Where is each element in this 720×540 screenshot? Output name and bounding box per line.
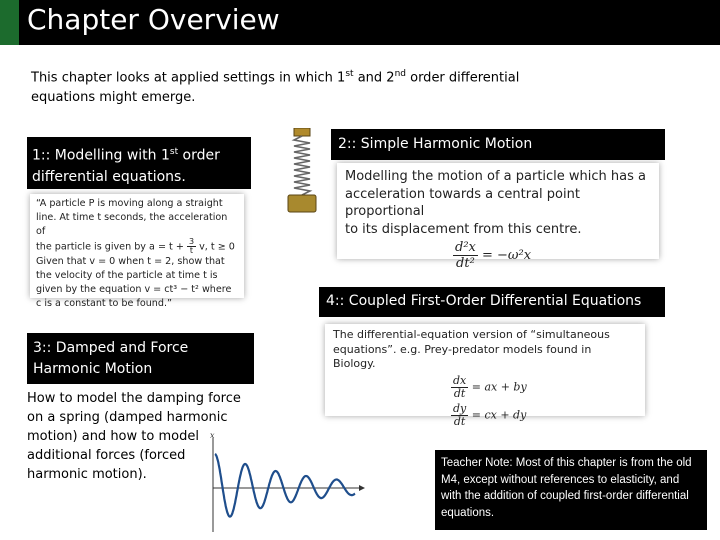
coupled-equation-1 (451, 375, 637, 400)
fraction-den: t (189, 246, 194, 256)
shm-rhs: = −ω²x (482, 248, 532, 263)
section3-title: 3:: Damped and Force Harmonic Motion (27, 333, 254, 384)
coupled-equation-2 (451, 403, 637, 428)
example-line: c is a constant to be found.” (36, 297, 172, 309)
shm-equation (453, 240, 651, 271)
spring-mass (288, 195, 316, 212)
eq2-fraction (451, 403, 468, 428)
section1-title-pre: 1:: Modelling with 1 (32, 147, 170, 164)
eq1-fraction (451, 375, 468, 400)
example-line: “A particle P is moving along a straight (36, 198, 223, 209)
intro-part3: order differential equations might emerge. (31, 70, 520, 106)
damped-curve (215, 454, 355, 517)
intro-part1: This chapter looks at applied settings in which 1 (31, 70, 346, 86)
intro-part2: and 2 (353, 70, 395, 86)
eq2-num: dy (453, 401, 467, 415)
spring-illustration (284, 128, 320, 214)
example-line: the velocity of the particle at time t is (36, 270, 218, 282)
shm-fraction (453, 240, 478, 271)
title-bar (0, 0, 720, 45)
intro-sup-nd: nd (394, 69, 406, 79)
section4-title: 4:: Coupled First-Order Differential Equations (319, 287, 665, 317)
shm-den: dt² (456, 256, 475, 271)
example-line-b: v, t ≥ 0 (199, 241, 235, 253)
section1-title-post: order differential equations. (32, 147, 220, 185)
shm-desc-line: acceleration towards a central point proportional (345, 186, 580, 219)
eq1-rhs: = ax + by (471, 380, 527, 393)
shm-desc-line: to its displacement from this centre. (345, 221, 582, 237)
eq1-den: dt (453, 386, 466, 400)
section1-title-sup: st (169, 147, 179, 157)
example-line-a: the particle is given by a = t + (36, 241, 184, 253)
section1-title (27, 137, 251, 189)
section2-title: 2:: Simple Harmonic Motion (331, 129, 665, 160)
example-line: given by the equation v = ct³ − t² where (36, 283, 232, 295)
example-line: line. At time t seconds, the acceleration of (36, 211, 228, 237)
section4-description (325, 324, 645, 428)
eq2-den: dt (453, 414, 466, 428)
example-line (36, 238, 238, 255)
example-line: Given that v = 0 when t = 2, show that (36, 256, 225, 268)
coupled-desc-line: equations”. e.g. Prey-predator models found in Biology. (333, 342, 592, 370)
eq2-rhs: = cx + dy (471, 408, 527, 421)
shm-desc-line: Modelling the motion of a particle which has a (345, 169, 646, 184)
section3-description: How to model the damping force on a spring (damped harmonic motion) and how to model additional forces (forced harmonic motion). (27, 391, 241, 482)
shm-num: d²x (455, 240, 476, 255)
title-accent (0, 0, 19, 45)
section1-example (30, 194, 244, 309)
example-fraction (187, 238, 196, 255)
coupled-desc-line: The differential-equation version of “simultaneous (333, 328, 610, 341)
spring-top-mount (294, 128, 310, 136)
graph-x-arrow (359, 485, 365, 491)
intro-text (31, 64, 551, 108)
eq1-num: dx (453, 373, 467, 387)
damped-oscillation-graph (200, 428, 375, 540)
page-title: Chapter Overview (27, 3, 280, 36)
spring-coil (294, 136, 310, 195)
graph-axis-label: x (210, 431, 215, 440)
teacher-note: Teacher Note: Most of this chapter is from the old M4, except without references to elasticity, and with the addition of coupled first-order differential equations. (435, 450, 707, 530)
intro-sup-st: st (345, 69, 354, 79)
fraction-num: 3 (188, 237, 195, 247)
section2-description (337, 163, 659, 271)
